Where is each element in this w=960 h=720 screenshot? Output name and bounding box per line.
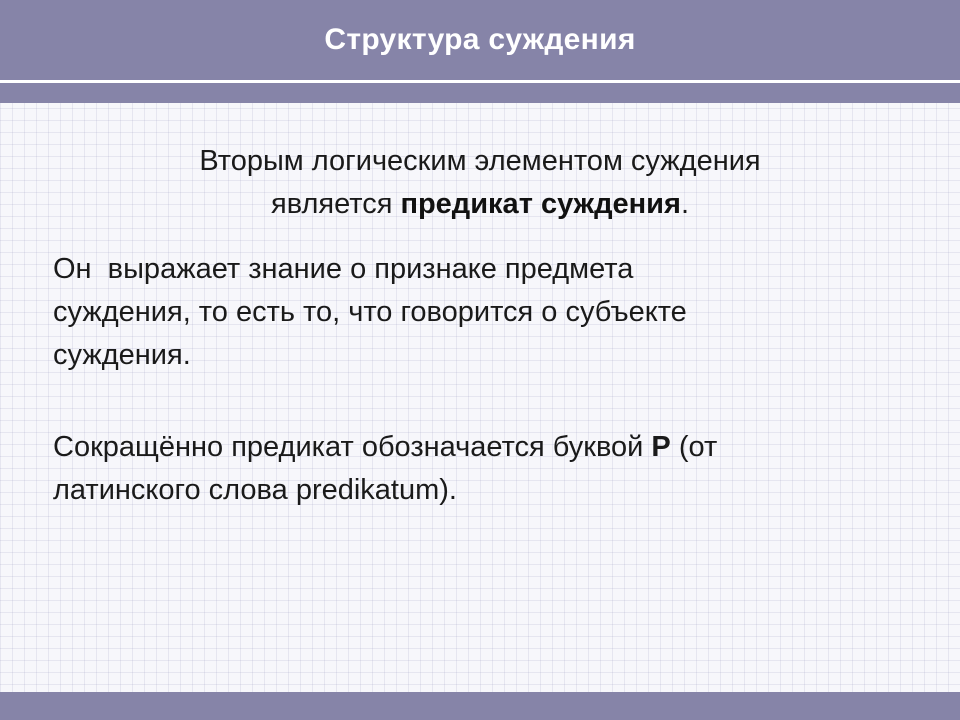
intro-line-1: Вторым логическим элементом суждения	[199, 145, 761, 177]
slide-title: Структура суждения	[324, 23, 636, 56]
definition-line-1: Он выражает знание о признаке предмета	[53, 253, 634, 285]
intro-line-2-suffix: .	[680, 188, 689, 220]
intro-text	[60, 140, 900, 226]
abbreviation-paragraph	[53, 426, 923, 512]
title-bar	[0, 0, 960, 80]
definition-line-2: суждения, то есть то, что говорится о субъекте	[53, 296, 687, 328]
abbreviation-line-1	[53, 426, 923, 469]
definition-line-3: суждения.	[53, 339, 191, 371]
header-accent-band	[0, 83, 960, 103]
abbreviation-line-2: латинского слова predikatum).	[53, 474, 457, 506]
intro-line-2	[60, 183, 900, 226]
footer-band	[0, 692, 960, 720]
predicate-letter: Р	[651, 431, 671, 463]
abbreviation-line-1-suffix: (от	[670, 431, 718, 463]
intro-term-bold: предикат суждения	[400, 188, 681, 220]
intro-line-2-prefix: является	[271, 188, 401, 220]
abbreviation-line-1-prefix: Сокращённо предикат обозначается буквой	[53, 431, 652, 463]
definition-paragraph	[53, 248, 923, 377]
